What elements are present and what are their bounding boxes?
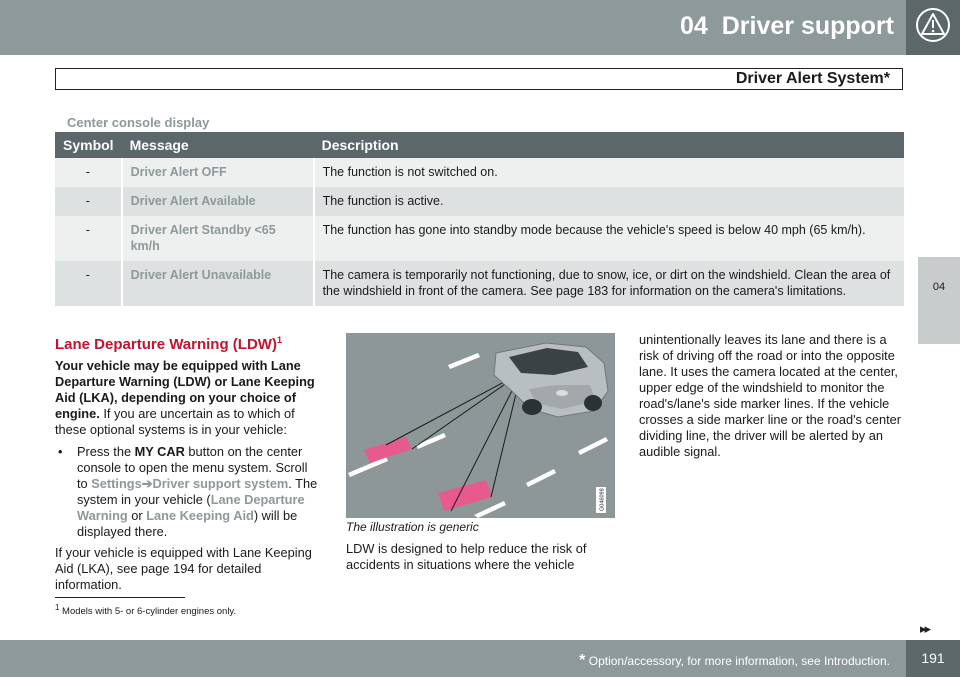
chapter-title [680, 12, 894, 41]
row-description: The camera is temporarily not functioning, due to snow, ice, or dirt on the windshield. Clean the area of the windshield in front of the camera. See page 183 for information on the camera's limitations. [314, 261, 904, 306]
next-page-arrows-icon[interactable]: ▸▸ [920, 621, 930, 636]
row-description: The function has gone into standby mode because the vehicle's speed is below 40 mph (65 km/h). [314, 216, 904, 261]
menu-arrow-icon: ➔ [141, 476, 153, 491]
table-caption: Center console display [67, 115, 210, 130]
footer-bar [0, 640, 960, 677]
ldw-column-2-text: LDW is designed to help reduce the risk of accidents in situations where the vehicle [346, 541, 587, 572]
center-console-display-table [55, 132, 904, 306]
chapter-header-bar [0, 0, 960, 55]
bullet-text: or [127, 508, 147, 523]
table-row [55, 187, 904, 216]
chapter-name: Driver support [721, 12, 894, 40]
menu-driver-support-system: Driver support system [152, 476, 289, 491]
table-header-row [55, 132, 904, 158]
bullet-mark: • [58, 444, 63, 459]
asterisk-mark: * [579, 652, 586, 669]
car-lane-camera-illustration [346, 333, 615, 518]
header-message: Message [122, 132, 314, 158]
ldw-illustration [346, 333, 615, 518]
page-number: 191 [921, 650, 945, 666]
header-description: Description [314, 132, 904, 158]
header-symbol: Symbol [55, 132, 122, 158]
row-message: Driver Alert Unavailable [122, 261, 314, 306]
ldw-heading [55, 332, 320, 353]
bullet-text: Press the [77, 444, 135, 459]
row-description: The function is active. [314, 187, 904, 216]
ldw-intro-bold: Your vehicle may be equipped with Lane Departure Warning (LDW) or Lane Keeping Aid (LKA), depending on your choice of engine. [55, 358, 315, 421]
ldw-heading-text: Lane Departure Warning (LDW) [55, 336, 277, 353]
footnote-mark: 1 [55, 603, 60, 612]
illustration-caption: The illustration is generic [346, 520, 479, 534]
illustration-number-text: G046098 [599, 488, 606, 511]
section-title: Driver Alert System* [55, 68, 903, 90]
footer-note-text: Option/accessory, for more information, see Introduction. [585, 654, 890, 668]
menu-lane-keeping-aid: Lane Keeping Aid [146, 508, 254, 523]
footnote-text: Models with 5- or 6-cylinder engines only. [59, 606, 237, 618]
row-symbol: - [55, 158, 122, 187]
row-symbol: - [55, 261, 122, 306]
footnote [55, 603, 236, 617]
ldw-intro [55, 358, 320, 438]
chapter-number: 04 [680, 12, 708, 40]
bullet-text: ) will be displayed there. [77, 508, 298, 539]
row-description: The function is not switched on. [314, 158, 904, 187]
row-message: Driver Alert Available [122, 187, 314, 216]
warning-triangle-icon [906, 0, 960, 55]
illustration-number [596, 487, 606, 513]
table-row [55, 261, 904, 306]
bullet-text: . The system in your vehicle ( [77, 476, 318, 507]
row-message: Driver Alert Standby <65 km/h [122, 216, 314, 261]
my-car-button-label: MY CAR [134, 444, 185, 459]
lka-note: If your vehicle is equipped with Lane Keeping Aid (LKA), see page 194 for detailed information. [55, 545, 312, 592]
bullet-text: button on the center console to open the menu system. Scroll to [77, 444, 308, 491]
side-tab-label: 04 [932, 281, 946, 293]
table-row [55, 216, 904, 261]
row-symbol: - [55, 187, 122, 216]
row-symbol: - [55, 216, 122, 261]
row-message: Driver Alert OFF [122, 158, 314, 187]
menu-lane-departure-warning: Lane Departure Warning [77, 492, 305, 523]
menu-instruction-bullet [55, 444, 320, 540]
ldw-column-3-text: unintentionally leaves its lane and there is a risk of driving off the road or into the opposite lane. It uses the camera located at the center, upper edge of the windshield to monitor the road's/lane's side marker lines. If the vehicle crosses a side marker line or the road's center dividing line, the driver will be alerted by an audible signal. [639, 332, 902, 459]
menu-settings: Settings [91, 476, 142, 491]
footer-note [579, 652, 890, 670]
page-number-box [906, 640, 960, 677]
footnote-ref: 1 [276, 335, 282, 345]
footnote-divider [55, 597, 185, 598]
table-row [55, 158, 904, 187]
ldw-intro-rest: If you are uncertain as to which of these optional systems is in your vehicle: [55, 406, 295, 437]
chapter-side-tab[interactable] [918, 257, 960, 344]
ldw-column-1 [55, 332, 320, 593]
